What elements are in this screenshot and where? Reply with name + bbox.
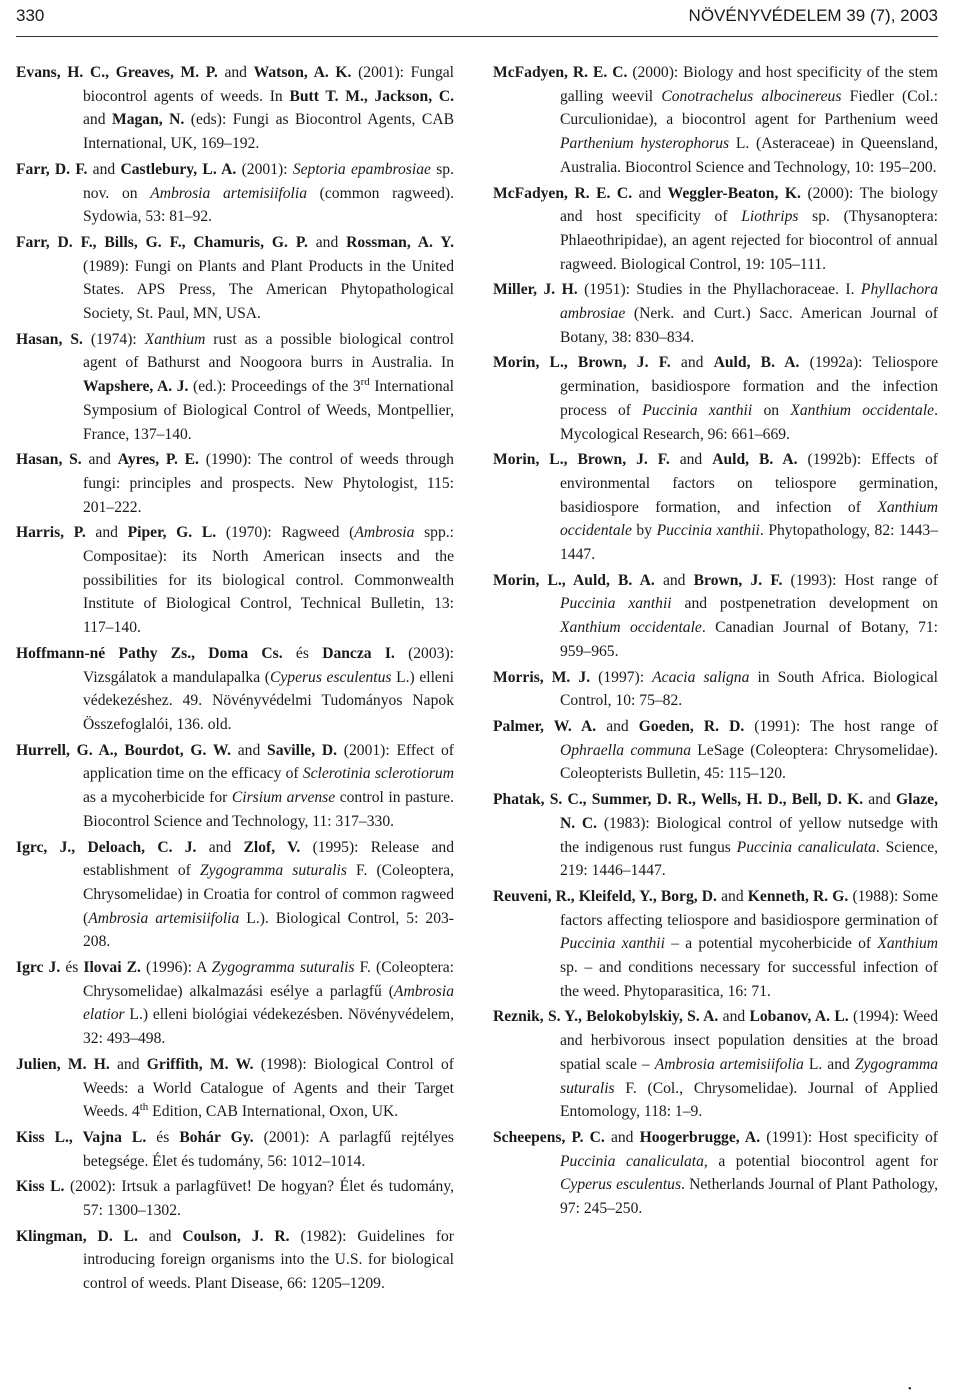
reference-text: L.). Biological Control, 5: 203-208. (83, 909, 454, 951)
reference-text: on (752, 401, 791, 419)
reference-text: (1992b): Effects of environmental factors on teliospore germination, basidiospore formation, and infection of (560, 451, 938, 516)
reference-entry (16, 521, 454, 640)
reference-text: (1992a): Teliospore germination, basidiospore formation and the infection process of (560, 354, 939, 419)
author-name: Reznik, S. Y., Belokobylskiy, S. A. (493, 1008, 719, 1026)
reference-text: (1991): Host specificity of (760, 1128, 938, 1146)
journal-title: NÖVÉNYVÉDELEM 39 (7), 2003 (688, 6, 938, 25)
reference-text: (common ragweed). Sydowia, 53: 81–92. (83, 184, 455, 226)
author-name: Igrc, J., Deloach, C. J. (16, 838, 197, 856)
reference-text: . Mycological Research, 96: 661–669. (560, 401, 938, 443)
reference-text: and (109, 1055, 147, 1073)
reference-text: (1970): Ragweed ( (216, 524, 355, 542)
italic-term: Ambrosia elatior (83, 982, 454, 1024)
italic-term: Zygogramma suturalis (200, 862, 347, 880)
italic-term: Parthenium hysterophorus (560, 135, 730, 153)
author-name: Piper, G. L. (127, 524, 217, 542)
reference-entry (493, 666, 938, 713)
author-name: Evans, H. C., Greaves, M. P. (16, 64, 218, 81)
reference-text: L.) elleni védekezéshez. 49. Növényvédelmi Tudományos Napok Összefoglalói, 136. old. (83, 668, 454, 733)
reference-text: (1994): Weed and herbivorous insect population densities at the broad spatial scale – (560, 1008, 939, 1073)
reference-entry (493, 278, 938, 349)
reference-text: , a potential biocontrol agent for (703, 1152, 939, 1170)
reference-text: and (87, 160, 121, 178)
reference-text: spp.: Compositae): its North American insects and the possibilities for its biological control. Commonwealth Institute of Biological Control, Technical Bulletin, 13: 117–140. (83, 524, 454, 637)
reference-entry (16, 1175, 454, 1222)
italic-term: Sclerotinia sclerotiorum (302, 765, 454, 783)
author-name: Ilovai Z. (83, 959, 141, 977)
italic-term: Ambrosia artemisiifolia (88, 909, 240, 927)
reference-text: and (307, 233, 347, 251)
author-name: Reuveni, R., Kleifeld, Y., Borg, D. (493, 887, 717, 905)
author-name: Coulson, J. R. (182, 1227, 290, 1245)
author-name: Palmer, W. A. (493, 717, 597, 735)
reference-text: and (718, 1008, 750, 1026)
author-name: Morris, M. J. (493, 668, 591, 686)
author-name: Hasan, S. (16, 330, 83, 348)
italic-term: Cirsium arvense (231, 789, 336, 807)
reference-text: F. (Col., Chrysomelidae). Journal of Applied Entomology, 118: 1–9. (560, 1079, 938, 1121)
reference-text: and (632, 184, 668, 202)
author-name: Hurrell, G. A., Bourdot, G. W. (16, 741, 231, 759)
reference-text: F. (Coleoptera: Chrysomelidae) alkalmazási esélye a parlagfű ( (83, 959, 454, 1000)
reference-text: and (85, 524, 128, 542)
reference-entry (16, 1053, 454, 1124)
reference-text: (1997): (590, 668, 653, 686)
reference-text: sp. – and conditions necessary for successful infection of the weed. Phytoparasitica, 16: 71. (560, 959, 938, 1000)
author-name: Rossman, A. Y. (346, 233, 454, 251)
reference-entry (493, 569, 938, 664)
author-name: Goeden, R. D. (638, 717, 745, 735)
reference-entry (16, 61, 454, 156)
reference-text: by (631, 522, 657, 540)
reference-text: (2000): The biology and host specificity of (560, 184, 938, 226)
reference-text: and (231, 741, 268, 759)
reference-text: . Netherlands Journal of Plant Pathology, 97: 245–250. (560, 1176, 938, 1218)
italic-term: Puccinia xanthii (560, 935, 665, 953)
italic-term: Xanthium (877, 935, 938, 953)
author-name: Hoogerbrugge, A. (639, 1128, 761, 1146)
reference-text: International Symposium of Biological Control of Weeds, Montpellier, France, 137–140. (83, 378, 454, 443)
italic-term: Zygogramma suturalis (211, 959, 355, 977)
reference-text: rust as a possible biological control agent of Bathurst and Noogoora burrs in Australia. In (83, 330, 454, 372)
author-name: Brown, J. F. (693, 571, 783, 589)
reference-entry (493, 182, 938, 277)
reference-text: (Nerk. and Curt.) Sacc. American Journal of Botany, 38: 830–834. (560, 305, 938, 346)
italic-term: Zygogramma suturalis (560, 1055, 938, 1097)
author-name: McFadyen, R. E. C. (493, 64, 628, 81)
author-name: Weggler-Beaton, K. (667, 184, 801, 202)
author-name: Bohár Gy. (179, 1128, 254, 1146)
reference-entry (16, 1126, 454, 1173)
author-name: McFadyen, R. E. C. (493, 184, 633, 202)
author-name: Morin, L., Brown, J. F. (493, 451, 670, 469)
reference-text: and (83, 111, 112, 129)
reference-text: L. and (803, 1055, 855, 1073)
italic-term: Ophraella communa (560, 741, 691, 759)
reference-text: sp. (Thysanoptera: Phlaeothripidae), an agent rejected for biocontrol of annual ragweed. Biological Control, 19: 105–111. (560, 208, 939, 273)
italic-term: Xanthium (144, 330, 206, 348)
reference-text: L. (Asteraceae) in Queensland, Australia. Biocontrol Science and Technology, 10: 195–200. (560, 135, 938, 176)
reference-text: (2001): Fungal biocontrol agents of weeds. In (83, 64, 454, 105)
author-name: Watson, A. K. (253, 64, 352, 81)
reference-text: . Phytopathology, 82: 1443–1447. (560, 522, 938, 564)
running-header (16, 0, 938, 37)
left-column (16, 61, 454, 1298)
reference-text: és (146, 1128, 180, 1146)
author-name: Hoffmann-né Pathy Zs., Doma Cs. (16, 644, 283, 662)
author-name: Hasan, S. (16, 451, 82, 469)
reference-text: (1982): Guidelines for introducing foreign organisms into the U.S. for biological control of weeds. Plant Disease, 66: 1205–1209. (83, 1227, 455, 1293)
reference-text: and (217, 64, 254, 81)
reference-text: és (60, 959, 84, 977)
reference-text: and (604, 1128, 640, 1146)
reference-entry (16, 642, 454, 737)
author-name: Kenneth, R. G. (747, 887, 849, 905)
author-name: Farr, D. F. (16, 160, 88, 178)
reference-text: Edition, CAB International, Oxon, UK. (148, 1103, 399, 1121)
reference-entry (16, 956, 454, 1051)
italic-term: Liothrips (741, 208, 799, 226)
reference-text: (2001): A parlagfű rejtélyes betegsége. Élet és tudomány, 56: 1012–1014. (83, 1128, 454, 1170)
reference-entry (493, 448, 938, 567)
reference-entry (16, 231, 454, 326)
reference-text: in South Africa. Biological Control, 10: 75–82. (560, 668, 938, 710)
reference-text: sp. nov. on (83, 160, 454, 202)
author-name: Miller, J. H. (493, 281, 578, 299)
reference-text: and (716, 887, 748, 905)
author-name: Kiss L. (16, 1178, 65, 1196)
reference-text: (1983): Biological control of yellow nutsedge with the indigenous rust fungus (560, 814, 938, 856)
reference-entry (493, 788, 938, 883)
italic-term: Puccinia xanthii (642, 401, 753, 419)
stray-mark: • (908, 1384, 912, 1395)
italic-term: Phyllachora ambrosiae (560, 281, 939, 323)
reference-text: LeSage (Coleoptera: Chrysomelidae). Coleopterists Bulletin, 45: 115–120. (560, 741, 938, 783)
italic-term: Ambrosia artemisiifolia (150, 184, 307, 202)
reference-text: . Science, 219: 1446–1447. (560, 838, 939, 880)
reference-text: (eds): Fungi as Biocontrol Agents, CAB International, UK, 169–192. (83, 111, 454, 153)
reference-entry (16, 739, 454, 834)
author-name: Igrc J. (16, 959, 61, 977)
italic-term: Septoria epambrosiae (292, 160, 431, 178)
reference-text: (1974): (82, 330, 145, 348)
reference-text: F. (Coleoptera, Chrysomelidae) in Croatia for control of common ragweed ( (83, 862, 454, 927)
author-name: Scheepens, P. C. (493, 1128, 605, 1146)
reference-text: and (81, 451, 118, 469)
reference-text: and (670, 354, 714, 372)
page-number: 330 (16, 6, 45, 25)
reference-text: – a potential mycoherbicide of (664, 935, 878, 953)
reference-text: as a mycoherbicide for (83, 789, 232, 807)
author-name: Griffith, M. W. (146, 1055, 254, 1073)
reference-text: and (196, 838, 244, 856)
author-name: Auld, B. A. (713, 354, 800, 372)
italic-term: Puccinia canaliculata (736, 838, 876, 856)
italic-term: Cyperus esculentus (269, 668, 392, 686)
reference-text: (2003): Vizsgálatok a mandulapalka ( (83, 644, 454, 686)
superscript: th (139, 1101, 149, 1114)
italic-term: Conotrachelus albocinereus (661, 87, 842, 105)
reference-text: (2000): Biology and host specificity of the stem galling weevil (560, 64, 939, 105)
italic-term: Xanthium occidentale (560, 619, 702, 637)
author-name: Castlebury, L. A. (120, 160, 237, 178)
reference-text: and (863, 791, 896, 809)
italic-term: Puccinia xanthii (560, 595, 672, 613)
reference-text: (1993): Host range of (782, 571, 939, 589)
author-name: Saville, D. (267, 741, 338, 759)
reference-entry (493, 715, 938, 786)
author-name: Zlof, V. (243, 838, 301, 856)
reference-entry (16, 328, 454, 447)
reference-entry (16, 836, 454, 955)
reference-entry (493, 885, 938, 1004)
italic-term: Xanthium occidentale (560, 498, 938, 540)
reference-entry (493, 61, 938, 180)
reference-entry (16, 1225, 454, 1296)
author-name: Harris, P. (16, 524, 86, 542)
reference-text: (2001): (236, 160, 293, 178)
reference-text: (2001): Effect of application time on the efficacy of (83, 741, 454, 783)
reference-text: and (654, 571, 694, 589)
author-name: Lobanov, A. L. (749, 1008, 849, 1026)
author-name: Farr, D. F., Bills, G. F., Chamuris, G. P. (16, 233, 308, 251)
reference-text: control in pasture. Biocontrol Science and Technology, 11: 317–330. (83, 789, 454, 830)
reference-text: (1995): Release and establishment of (83, 838, 455, 880)
author-name: Butt T. M., Jackson, C. (289, 87, 454, 105)
reference-text: (1989): Fungi on Plants and Plant Products in the United States. APS Press, The American Phytopathological Society, St. Paul, MN, USA. (83, 257, 454, 323)
author-name: Glaze, N. C. (560, 791, 938, 832)
author-name: Julien, M. H. (16, 1055, 110, 1073)
italic-term: Xanthium occidentale (790, 401, 935, 419)
author-name: Wapshere, A. J. (83, 378, 189, 396)
italic-term: Cyperus esculentus (560, 1176, 682, 1194)
reference-entry (493, 351, 938, 446)
author-name: Klingman, D. L. (16, 1227, 138, 1245)
italic-term: Puccinia xanthii (656, 522, 760, 540)
author-name: Magan, N. (111, 111, 185, 129)
reference-text: (ed.): Proceedings of the 3 (188, 378, 361, 396)
author-name: Auld, B. A. (712, 451, 798, 469)
superscript: rd (360, 375, 370, 388)
italic-term: Puccinia canaliculata (560, 1152, 704, 1170)
author-name: Kiss L., Vajna L. (16, 1128, 147, 1146)
author-name: Dancza I. (322, 644, 395, 662)
reference-text: (1990): The control of weeds through fungi: principles and prospects. New Phytologist, 115: 201–222. (83, 451, 454, 516)
reference-entry (16, 448, 454, 519)
reference-text: . Canadian Journal of Botany, 71: 959–965. (560, 619, 938, 660)
reference-text: és (282, 644, 323, 662)
reference-text: and postpenetration development on (671, 595, 938, 613)
reference-text: (1998): Biological Control of Weeds: a World Catalogue of Agents and their Target Weeds. 4 (83, 1055, 454, 1121)
reference-text: (1996): A (140, 959, 212, 977)
italic-term: Acacia saligna (652, 668, 750, 686)
author-name: Morin, L., Brown, J. F. (493, 354, 671, 372)
italic-term: Ambrosia (354, 524, 415, 542)
reference-entry (16, 158, 454, 229)
reference-entry (493, 1005, 938, 1124)
right-column (493, 61, 938, 1223)
italic-term: Ambrosia artemisiifolia (654, 1055, 804, 1073)
reference-text: and (596, 717, 639, 735)
reference-text: (2002): Irtsuk a parlagfüvet! De hogyan? Élet és tudomány, 57: 1300–1302. (64, 1178, 454, 1220)
reference-text: and (669, 451, 713, 469)
reference-text: L.) elleni biológiai védekezésben. Növényvédelem, 32: 493–498. (83, 1006, 454, 1048)
reference-text: (1951): Studies in the Phyllachoraceae. I. (577, 281, 861, 299)
author-name: Phatak, S. C., Summer, D. R., Wells, H. D., Bell, D. K. (493, 791, 864, 809)
reference-entry (493, 1126, 938, 1221)
reference-text: and (137, 1227, 183, 1245)
author-name: Ayres, P. E. (117, 451, 199, 469)
reference-text: (1988): Some factors affecting teliospore and basidiospore germination of (560, 887, 939, 929)
reference-text: (1991): The host range of (744, 717, 939, 735)
author-name: Morin, L., Auld, B. A. (493, 571, 655, 589)
reference-text: Fiedler (Col.: Curculionidae), a biocontrol agent for Parthenium weed (560, 87, 939, 129)
